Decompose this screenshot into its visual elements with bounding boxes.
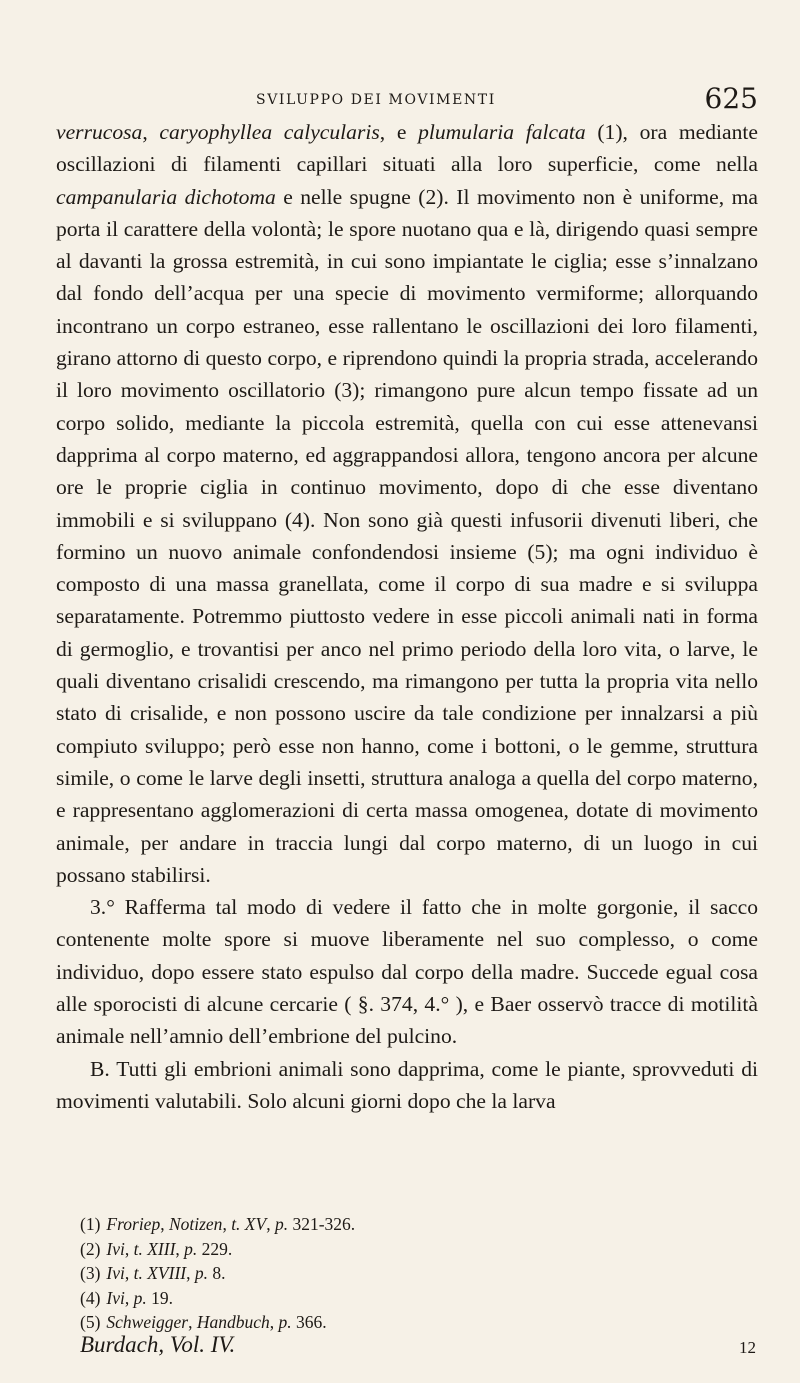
footnote-text xyxy=(106,1288,173,1308)
signature-line xyxy=(80,1332,756,1362)
text-run: e nelle spugne (2). Il movimento non è uniforme, ma porta il carattere della volontà; le spore nuotano qua e là, dirigendo quasi sempre al davanti la grossa estremità, in cui sono impiantate le ciglia; esse s’innalzano dal fondo dell’acqua per una specie di movimento vermiforme; allorquando incontrano un corpo estraneo, esse rallentano le oscillazioni dei loro filamenti, girano attorno di questo corpo, e riprendono quindi la propria strada, accelerando il loro movimento oscillatorio (3); rimangono pure alcun tempo fissate ad un corpo solido, mediante la piccola estremità, quella con cui esse attenevansi dapprima al corpo materno, ed aggrappandosi allora, tengono ancora per alcune ore le proprie ciglia in continuo movimento, dopo di che esse diventano immobili e si sviluppano (4). Non sono già questi infusorii divenuti liberi, che formino un nuovo animale confondendosi insieme (5); ma ogni individuo è composto di una massa granellata, come il corpo di sua madre e si sviluppa separatamente. Potremmo piuttosto vedere in esse piccoli animali nati in forma di germoglio, e trovantisi per anco nel primo periodo della loro vita, o larve, le quali diventano crisalidi crescendo, ma rimangono per tutta la propria vita nello stato di crisalide, e non possono uscire da tale condizione per innalzarsi a più compiuto sviluppo; però esse non hanno, come i bottoni, o le gemme, struttura simile, o come le larve degli insetti, struttura analoga a quella del corpo materno, e rappresentano agglomerazioni di certa massa omogenea, dotate di movimento animale, per andare in traccia lungi dal corpo materno, di un luogo in cui possano stabilirsi. xyxy=(56,184,758,887)
text-run: , xyxy=(124,1238,134,1259)
paragraph-1 xyxy=(56,116,758,891)
text-run: , e xyxy=(379,120,419,144)
italic-text: p. xyxy=(278,1312,292,1332)
footnote-3 xyxy=(80,1261,758,1286)
italic-text: Froriep xyxy=(106,1214,161,1234)
footnote-mark: (5) xyxy=(80,1312,101,1332)
running-title: SVILUPPO DEI MOVIMENTI xyxy=(256,92,496,108)
footnotes xyxy=(56,1212,758,1335)
paragraph-2 xyxy=(56,891,758,1052)
text-run: 19. xyxy=(146,1287,173,1308)
text-run: , xyxy=(222,1214,232,1234)
italic-text: Handbuch xyxy=(196,1312,270,1332)
italic-text: Schweigger xyxy=(106,1312,189,1332)
text-run: , xyxy=(186,1263,195,1283)
footnote-text xyxy=(106,1239,232,1259)
italic-text: p. xyxy=(274,1214,289,1234)
italic-text: t. XV xyxy=(231,1214,267,1234)
text-run: , xyxy=(269,1312,279,1332)
text-run: 8. xyxy=(207,1263,226,1283)
footnote-1 xyxy=(80,1212,758,1237)
footnote-mark: (4) xyxy=(80,1287,101,1308)
text-run: , xyxy=(266,1214,275,1234)
text-run: 229. xyxy=(197,1238,233,1259)
text-run: , xyxy=(160,1214,169,1234)
text-run: , xyxy=(142,120,160,144)
italic-text: p. xyxy=(184,1238,198,1259)
italic-text: t. XVIII xyxy=(133,1263,187,1283)
text-run: 321-326. xyxy=(288,1214,356,1234)
footnote-5 xyxy=(80,1310,758,1335)
signature-mark: Burdach, Vol. IV. xyxy=(80,1332,236,1357)
italic-text: Notizen xyxy=(168,1214,223,1234)
text-run: , xyxy=(188,1312,197,1332)
italic-text: plumularia falcata xyxy=(418,120,586,144)
italic-text: campanularia dichotoma xyxy=(56,184,276,209)
italic-text: Ivi xyxy=(106,1238,125,1259)
text-run: , xyxy=(175,1238,185,1259)
text-run: 366. xyxy=(291,1312,327,1332)
footnote-2 xyxy=(80,1237,758,1262)
italic-text: verrucosa xyxy=(56,120,143,144)
text-run: , xyxy=(124,1287,134,1308)
italic-text: t. XIII xyxy=(133,1238,176,1259)
text-run: B. Tutti gli embrioni animali sono dapprima, come le piante, sprovveduti di movimenti valutabili. Solo alcuni giorni dopo che la larva xyxy=(56,1056,758,1113)
text-run: 3.° Rafferma tal modo di vedere il fatto che in molte gorgonie, il sacco contenente molte spore si muove liberamente nel suo complesso, o come individuo, dopo essere stato espulso dal corpo della madre. Succede egual cosa alle sporocisti di alcune cercarie ( §. 374, 4.° ), e Baer osservò tracce di motilità animale nell’amnio dell’embrione del pulcino. xyxy=(56,895,758,1049)
italic-text: Ivi xyxy=(106,1287,125,1308)
italic-text: Ivi xyxy=(106,1263,125,1283)
italic-text: p. xyxy=(194,1263,208,1283)
footnote-text xyxy=(106,1214,355,1234)
italic-text: caryophyllea calycularis xyxy=(159,120,380,144)
italic-text: p. xyxy=(133,1287,147,1308)
footnote-text xyxy=(106,1263,225,1283)
footnote-mark: (1) xyxy=(80,1214,101,1234)
text-run: (1), ora mediante oscillazioni di filamenti capillari situati alla loro superficie, come nella xyxy=(56,120,758,177)
paragraph-3 xyxy=(56,1053,758,1118)
footnote-mark: (3) xyxy=(80,1263,101,1283)
running-head xyxy=(56,80,758,115)
text-run: , xyxy=(124,1263,134,1283)
page-number: 625 xyxy=(704,82,758,115)
body-text xyxy=(56,116,758,1117)
footnote-text xyxy=(106,1312,326,1332)
footnote-4 xyxy=(80,1286,758,1311)
signature-number: 12 xyxy=(739,1338,756,1357)
footnote-mark: (2) xyxy=(80,1238,101,1259)
